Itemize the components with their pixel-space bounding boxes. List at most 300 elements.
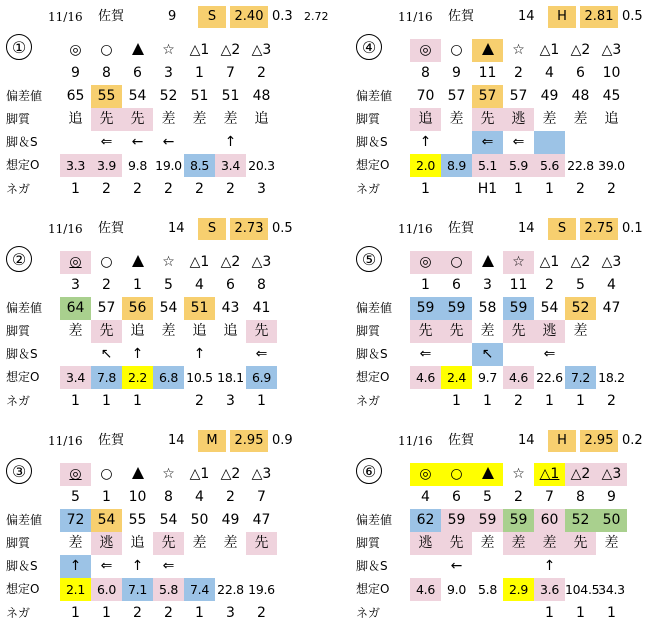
nega-cell: 1 [71, 393, 80, 409]
style-cell: 差 [542, 111, 557, 127]
style-cell: 逃 [503, 108, 534, 131]
arrow-cell [534, 131, 565, 154]
dev-cell: 55 [91, 85, 122, 108]
odds-cell: 22.8 [217, 582, 244, 597]
odds-cell: 7.2 [565, 366, 596, 389]
odds-cell: 9.7 [478, 370, 497, 385]
arrow-cell [472, 555, 503, 578]
mark-cell [410, 39, 441, 62]
mark-text: △3 [251, 42, 272, 58]
race-panel-5 [356, 218, 656, 418]
header-venue: 佐賀 [448, 221, 475, 236]
style-cell: 追 [130, 535, 145, 551]
style-cell: 追 [130, 323, 145, 339]
num-cell: 6 [452, 489, 461, 505]
dev-cell: 47 [602, 300, 621, 316]
nega-cell: 3 [226, 393, 235, 409]
dev-cell: 54 [128, 88, 147, 104]
style-cell: 逃 [91, 532, 122, 555]
nega-cell: 1 [452, 393, 461, 409]
style-cell: 差 [449, 111, 464, 127]
row-label-style: 脚質 [6, 112, 31, 126]
odds-cell: 8.9 [441, 154, 472, 177]
mark-cell [441, 251, 472, 274]
num-cell: 7 [545, 489, 554, 505]
arrow-cell [565, 343, 596, 366]
header-v2: 0.5 [622, 9, 643, 24]
nega-cell: 2 [195, 393, 204, 409]
style-cell: 差 [480, 535, 495, 551]
mark-text: ◎ [419, 254, 432, 270]
odds-cell: 10.5 [186, 370, 213, 385]
num-cell: 10 [602, 65, 621, 81]
header-v2: 0.3 [272, 9, 293, 24]
arrow-cell: ↑ [60, 555, 91, 578]
mark-text: ☆ [512, 254, 525, 270]
mark-cell [441, 39, 472, 62]
arrow-cell [596, 555, 627, 578]
race-header [356, 430, 656, 452]
mark-text: △3 [601, 254, 622, 270]
mark-cell [534, 251, 565, 274]
row-label-odds: 想定O [6, 370, 40, 384]
mark-cell [153, 251, 184, 274]
dev-cell: 49 [221, 512, 240, 528]
num-cell: 7 [257, 489, 266, 505]
arrow-cell [184, 131, 215, 154]
dev-cell: 56 [122, 297, 153, 320]
header-venue: 佐賀 [98, 9, 125, 24]
row-label-dev: 偏差値 [356, 301, 393, 315]
nega-cell [410, 602, 441, 625]
mark-cell [503, 39, 534, 62]
mark-cell [472, 251, 503, 274]
triangle-mark-icon [132, 255, 144, 267]
num-cell: 1 [102, 489, 111, 505]
odds-cell: 3.4 [215, 154, 246, 177]
mark-text: △2 [570, 42, 591, 58]
odds-cell: 4.6 [503, 366, 534, 389]
num-cell: 2 [257, 65, 266, 81]
num-cell: 5 [483, 489, 492, 505]
nega-cell: 3 [257, 181, 266, 197]
mark-text: △1 [189, 42, 210, 58]
arrow-cell [153, 343, 184, 366]
dev-cell: 64 [60, 297, 91, 320]
row-label-arrow: 脚＆S [356, 347, 388, 361]
dev-cell: 48 [571, 88, 590, 104]
num-cell: 4 [195, 489, 204, 505]
row-label-arrow: 脚＆S [6, 135, 38, 149]
header-horses: 14 [518, 9, 535, 24]
header-v1: 2.40 [230, 6, 268, 28]
nega-cell: 2 [607, 393, 616, 409]
odds-cell: 20.3 [248, 158, 275, 173]
mark-cell [153, 463, 184, 486]
mark-text: △2 [220, 254, 241, 270]
mark-text: △2 [570, 254, 591, 270]
header-type: H [548, 430, 576, 452]
nega-cell: 1 [514, 181, 523, 197]
num-cell: 8 [164, 489, 173, 505]
style-cell: 先 [91, 320, 122, 343]
mark-cell [410, 463, 441, 486]
arrow-cell [215, 343, 246, 366]
header-v1: 2.75 [580, 218, 618, 240]
mark-text: △1 [189, 466, 210, 482]
race-number-badge: ④ [356, 34, 382, 60]
style-cell: 差 [604, 535, 619, 551]
row-label-dev: 偏差値 [6, 89, 43, 103]
mark-text: ○ [450, 254, 463, 270]
nega-cell [153, 390, 184, 413]
mark-cell [153, 39, 184, 62]
odds-cell: 2.4 [441, 366, 472, 389]
num-cell: 11 [509, 277, 528, 293]
header-date: 11/16 [398, 10, 433, 24]
num-cell: 6 [226, 277, 235, 293]
mark-text: ◎ [69, 466, 82, 482]
style-cell: 差 [503, 532, 534, 555]
num-cell: 11 [478, 65, 497, 81]
header-venue: 佐賀 [448, 9, 475, 24]
nega-cell: 2 [576, 181, 585, 197]
dev-cell: 57 [447, 88, 466, 104]
mark-cell [60, 463, 91, 486]
style-cell: 先 [441, 320, 472, 343]
num-cell: 2 [545, 277, 554, 293]
mark-cell [472, 39, 503, 62]
triangle-mark-icon [482, 255, 494, 267]
nega-cell: 1 [545, 393, 554, 409]
odds-cell: 2.0 [410, 154, 441, 177]
style-cell: 先 [91, 108, 122, 131]
row-label-nega: ネガ [6, 394, 31, 408]
dev-cell: 57 [472, 85, 503, 108]
nega-cell: 2 [164, 605, 173, 621]
num-cell: 9 [452, 65, 461, 81]
header-v2: 0.1 [622, 221, 643, 236]
arrow-cell: ← [131, 134, 144, 150]
num-cell: 6 [133, 65, 142, 81]
row-label-style: 脚質 [356, 112, 381, 126]
style-cell: 先 [441, 532, 472, 555]
mark-cell [565, 463, 596, 486]
odds-cell: 104.5 [565, 582, 600, 597]
style-cell: 差 [223, 111, 238, 127]
nega-cell: 2 [133, 605, 142, 621]
num-cell: 2 [514, 489, 523, 505]
row-label-style: 脚質 [356, 536, 381, 550]
num-cell: 3 [483, 277, 492, 293]
num-cell: 8 [421, 65, 430, 81]
header-type: M [198, 430, 226, 452]
header-date: 11/16 [398, 222, 433, 236]
odds-cell: 2.2 [122, 366, 153, 389]
header-horses: 14 [518, 433, 535, 448]
dev-cell: 51 [221, 88, 240, 104]
odds-cell: 2.1 [60, 578, 91, 601]
num-cell: 4 [195, 277, 204, 293]
arrow-cell [410, 555, 441, 578]
mark-text: ○ [450, 466, 463, 482]
header-type: S [198, 6, 226, 28]
row-label-style: 脚質 [6, 324, 31, 338]
dev-cell: 50 [596, 509, 627, 532]
row-label-arrow: 脚＆S [356, 559, 388, 573]
mark-text: ◎ [69, 42, 82, 58]
mark-cell [184, 39, 215, 62]
style-cell: 差 [161, 323, 176, 339]
mark-cell [122, 251, 153, 274]
race-panel-2 [6, 218, 306, 418]
nega-cell: 1 [133, 393, 142, 409]
row-label-odds: 想定O [6, 158, 40, 172]
dev-cell: 59 [441, 297, 472, 320]
mark-text: △2 [570, 466, 591, 482]
mark-text: △2 [220, 466, 241, 482]
arrow-cell [503, 343, 534, 366]
nega-cell: 1 [195, 605, 204, 621]
mark-text: △1 [539, 254, 560, 270]
mark-cell [60, 251, 91, 274]
header-v2: 0.2 [622, 433, 643, 448]
style-cell: 先 [122, 108, 153, 131]
header-v1: 2.95 [230, 430, 268, 452]
mark-text: △3 [601, 466, 622, 482]
nega-cell: H1 [477, 181, 498, 197]
arrow-cell: ⇐ [100, 558, 113, 574]
style-cell: 先 [565, 532, 596, 555]
mark-cell [596, 251, 627, 274]
num-cell: 5 [164, 277, 173, 293]
dev-cell: 59 [441, 509, 472, 532]
dev-cell: 50 [190, 512, 209, 528]
style-cell: 差 [480, 323, 495, 339]
dev-cell: 62 [410, 509, 441, 532]
arrow-cell: ↖ [100, 346, 113, 362]
style-cell: 差 [192, 535, 207, 551]
row-label-odds: 想定O [356, 582, 390, 596]
num-cell: 6 [576, 65, 585, 81]
num-cell: 8 [102, 65, 111, 81]
race-number-badge: ① [6, 34, 32, 60]
nega-cell: 2 [195, 181, 204, 197]
race-panel-3 [6, 430, 306, 630]
arrow-cell [565, 555, 596, 578]
mark-text: ◎ [419, 466, 432, 482]
mark-text: △3 [251, 254, 272, 270]
style-cell: 追 [604, 111, 619, 127]
race-header [6, 6, 329, 28]
mark-cell [246, 463, 277, 486]
race-number-badge: ⑥ [356, 458, 382, 484]
race-panel-6 [356, 430, 656, 630]
num-cell: 3 [71, 277, 80, 293]
mark-text: △1 [539, 42, 560, 58]
arrow-cell: ↑ [224, 134, 237, 150]
row-label-nega: ネガ [6, 606, 31, 620]
nega-cell: 1 [421, 181, 430, 197]
odds-cell: 9.0 [447, 582, 466, 597]
odds-cell: 34.3 [598, 582, 625, 597]
nega-cell: 2 [102, 181, 111, 197]
num-cell: 8 [257, 277, 266, 293]
odds-cell: 5.9 [503, 154, 534, 177]
mark-cell [246, 39, 277, 62]
header-type: H [548, 6, 576, 28]
header-venue: 佐賀 [98, 433, 125, 448]
odds-cell: 6.9 [246, 366, 277, 389]
odds-cell: 7.8 [91, 366, 122, 389]
odds-cell: 9.8 [128, 158, 147, 173]
header-date: 11/16 [48, 434, 83, 448]
header-v1: 2.95 [580, 430, 618, 452]
arrow-cell [246, 555, 277, 578]
race-number-badge: ② [6, 246, 32, 272]
arrow-cell: ⇐ [255, 346, 268, 362]
style-cell: 追 [254, 111, 269, 127]
dev-cell: 59 [410, 297, 441, 320]
arrow-cell [596, 343, 627, 366]
race-header [6, 430, 306, 452]
row-label-nega: ネガ [6, 182, 31, 196]
odds-cell: 6.0 [91, 578, 122, 601]
mark-text: ○ [100, 254, 113, 270]
mark-cell [410, 251, 441, 274]
nega-cell [441, 602, 472, 625]
odds-cell: 5.8 [478, 582, 497, 597]
row-label-nega: ネガ [356, 394, 381, 408]
triangle-mark-icon [482, 467, 494, 479]
mark-cell [60, 39, 91, 62]
num-cell: 1 [133, 277, 142, 293]
nega-cell: 1 [576, 393, 585, 409]
dev-cell: 59 [472, 509, 503, 532]
arrow-cell: ↑ [131, 346, 144, 362]
num-cell: 2 [226, 489, 235, 505]
nega-cell: 2 [607, 181, 616, 197]
num-cell: 2 [514, 65, 523, 81]
header-v1: 2.73 [230, 218, 268, 240]
header-v2: 0.9 [272, 433, 293, 448]
dev-cell: 51 [184, 297, 215, 320]
style-cell: 追 [68, 111, 83, 127]
arrow-cell: ⇐ [162, 558, 175, 574]
mark-cell [184, 251, 215, 274]
nega-cell: 2 [226, 181, 235, 197]
row-label-arrow: 脚＆S [6, 347, 38, 361]
row-label-style: 脚質 [6, 536, 31, 550]
style-cell: 差 [68, 323, 83, 339]
nega-cell: 3 [226, 605, 235, 621]
dev-cell: 57 [97, 300, 116, 316]
odds-cell: 5.1 [472, 154, 503, 177]
style-cell: 差 [573, 323, 588, 339]
arrow-cell [60, 131, 91, 154]
mark-text: ☆ [162, 254, 175, 270]
odds-cell: 7.4 [184, 578, 215, 601]
num-cell: 5 [576, 277, 585, 293]
nega-cell: 1 [71, 605, 80, 621]
nega-cell: 1 [102, 393, 111, 409]
mark-cell [441, 463, 472, 486]
dev-cell: 41 [252, 300, 271, 316]
row-label-odds: 想定O [356, 158, 390, 172]
mark-cell [503, 463, 534, 486]
style-cell: 先 [246, 532, 277, 555]
nega-cell: 1 [483, 393, 492, 409]
header-horses: 14 [168, 221, 185, 236]
mark-text: ○ [100, 466, 113, 482]
style-cell [596, 320, 627, 343]
mark-text: ○ [450, 42, 463, 58]
style-cell: 追 [192, 323, 207, 339]
dev-cell: 65 [66, 88, 85, 104]
style-cell: 逃 [534, 320, 565, 343]
row-label-odds: 想定O [6, 582, 40, 596]
arrow-cell [441, 131, 472, 154]
nega-cell [472, 602, 503, 625]
dev-cell: 70 [416, 88, 435, 104]
dev-cell: 45 [602, 88, 621, 104]
race-number-badge: ③ [6, 458, 32, 484]
style-cell: 差 [573, 111, 588, 127]
arrow-cell: ↖ [472, 343, 503, 366]
arrow-cell: ↑ [419, 134, 432, 150]
dev-cell: 54 [91, 509, 122, 532]
style-cell: 先 [153, 532, 184, 555]
num-cell: 6 [452, 277, 461, 293]
num-cell: 1 [421, 277, 430, 293]
arrow-cell [441, 343, 472, 366]
mark-text: ☆ [512, 42, 525, 58]
mark-text: △3 [251, 466, 272, 482]
nega-cell: 1 [545, 605, 554, 621]
style-cell: 先 [503, 320, 534, 343]
mark-text: ◎ [419, 42, 432, 58]
mark-cell [246, 251, 277, 274]
arrow-cell: ↑ [131, 558, 144, 574]
mark-text: △1 [539, 466, 560, 482]
mark-cell [565, 251, 596, 274]
row-label-nega: ネガ [356, 182, 381, 196]
mark-cell [565, 39, 596, 62]
dev-cell: 72 [60, 509, 91, 532]
nega-cell: 2 [133, 181, 142, 197]
num-cell: 4 [607, 277, 616, 293]
mark-text: △1 [189, 254, 210, 270]
style-cell: 追 [223, 323, 238, 339]
odds-cell: 4.6 [410, 366, 441, 389]
dev-cell: 58 [478, 300, 497, 316]
arrow-cell [596, 131, 627, 154]
odds-cell: 3.6 [534, 578, 565, 601]
race-panel-4 [356, 6, 656, 206]
mark-cell [122, 39, 153, 62]
style-cell: 逃 [410, 532, 441, 555]
arrow-cell [184, 555, 215, 578]
style-cell: 先 [410, 320, 441, 343]
row-label-nega: ネガ [356, 606, 381, 620]
odds-cell: 4.6 [410, 578, 441, 601]
dev-cell: 59 [503, 297, 534, 320]
row-label-dev: 偏差値 [356, 513, 393, 527]
dev-cell: 54 [540, 300, 559, 316]
nega-cell: 1 [257, 393, 266, 409]
mark-text: △2 [220, 42, 241, 58]
arrow-cell: ⇐ [419, 346, 432, 362]
